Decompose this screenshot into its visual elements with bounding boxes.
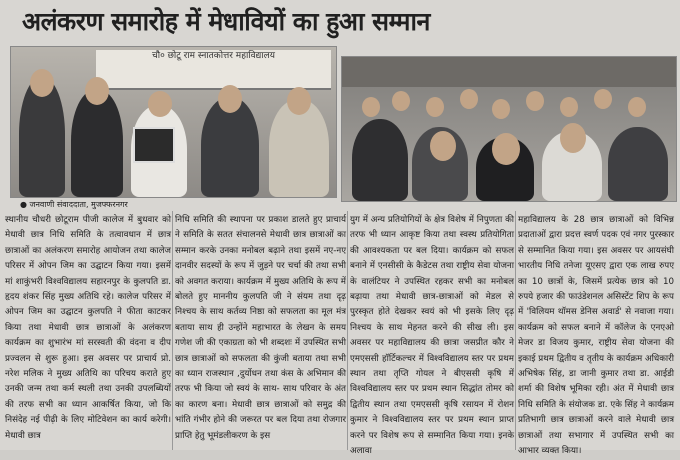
audience-head [628,97,646,117]
article-column-3 [350,213,514,457]
audience-head [594,89,612,109]
hall-background [342,57,676,87]
audience-person [608,127,668,201]
audience-person [352,119,408,201]
column-divider [515,211,516,450]
article-column-4 [518,213,674,457]
article-text: निधि समिति की स्थापना पर प्रकाश डालते हुए प्राचार्य ने समिति के सतत संचालनसे मेधावी छात्र छात्राओं का सम्मान करके उनका मनोबल बढ़ाने तथा इसमें नए-नए दानवीर सदस्यों के रूप में जुड़ने पर चर्चा की तथा सभी को अवगत कराया। कार्यक्रम में मुख्य अतिथि के रूप में बोलते हुए माननीय कुलपति जी ने संयम तथा दृढ़ निश्चय के साथ कर्तव्य निष्ठा को सफलता का मूल मंत्र बताया साथ ही उन्होंने महाभारत के लेखन के समय गणेश जी की एकाग्रता को भी शब्दशः में उपस्थित सभी छात्र छात्राओं को सफलता की कुंजी बताया तथा सभी का ध्यान राजस्थान ,दुर्योधन तथा कंस के अभिमान की तरफ भी किया जो स्वयं के साथ- साथ परिवार के अंत का कारण बना। मेधावी छात्र छात्राओं को समुद्र की भांति गंभीर होने की जरूरत पर बल दिया तथा रोजगार प्राप्ति हेतु भूमंडलीकरण के इस [175,215,346,441]
byline-caption: ● जनवाणी संवाददाता, मुजफ्फरनगर [20,200,128,209]
person-figure [71,89,123,197]
column-divider [172,211,173,450]
headline: अलंकरण समारोह में मेधावियों का हुआ सम्मान [22,7,430,36]
audience-head [492,133,520,165]
article-text: युग में अन्य प्रतियोगियों के क्षेत्र विशेष में निपुणता की तरफ भी ध्यान आकृष्ट किया तथा स्वस्थ प्रतियोगिता की आवश्यकता पर बल दिया। कार्यक्रम को सफल बनाने में एनसीसी के कैडेटस तथा राष्ट्रीय सेवा योजना के वालंटियर ने उपस्थित रहकर सभी का मनोबल बढ़ाया तथा मेधावी छात्र-छात्राओं को मेडल से पुरस्कृत होते देखकर स्वयं को भी इसके लिए दृढ़ निश्चय के साथ मेहनत करने की सीख ली। इस अवसर पर महाविद्यालय की छात्रा जसप्रीत कौर ने एमएससी हॉर्टिकल्चर में विश्वविद्यालय स्तर पर प्रथम स्थान तथा तृप्ति गोयल ने बीएससी कृषि में विश्वविद्यालय स्तर पर प्रथम स्थान सिद्धांत तोमर को द्वितीय स्थान तथा एमएससी कृषि रसायन में रोशन कुमार ने विश्वविद्यालय स्तर पर प्रथम स्थान प्राप्त करने पर विशेष रूप से सम्मानित किया गया। इनके अलावा [350,215,514,457]
article-column-2 [175,213,346,450]
person-head [218,85,242,113]
audience-head [362,97,380,117]
audience-photo [341,56,677,202]
article-column-1 [5,213,171,450]
person-head [148,91,172,117]
person-head [85,77,109,105]
column-divider [347,211,348,450]
article-text: स्थानीय चौधरी छोटूराम पीजी कालेज में बुधवार को मेधावी छात्र निधि समिति के तत्वावधान में छात्र छात्राओं का अलंकरण समारोह आयोजन तथा कालेज परिसर में ओपन जिम का उद्घाटन किया गया। इसमें मां शाकुंभरी विश्वविद्यालय सहारनपुर के कुलपति डा. हृदय शंकर सिंह मुख्य अतिथि रहे। कालेज परिसर में ओपन जिम का उद्घाटन कुलपति ने फीता काटकर किया तथा मेधावी छात्र छात्राओं के अलंकरण कार्यक्रम का शुभारंभ मां सरस्वती की वंदना व दीप प्रज्वलन से शुरू हुआ। इस अवसर पर प्राचार्य प्रो. नरेश मलिक ने मुख्य अतिथि का परिचय कराते हुए उनकी जन्म तथा कर्म स्थली तथा उनकी उपलब्धियों की तरफ सभी का ध्यान आकर्षित किया, जो कि निसंदेह नई पीढ़ी के लिए मोटिवेशन का कार्य करेगी। मेधावी छात्र [5,215,171,441]
audience-head [430,131,456,161]
certificate-frame [133,127,175,163]
stage-banner: चौ० छोटू राम स्नातकोत्तर महाविद्यालय [96,50,331,90]
audience-head [526,91,544,111]
audience-head [460,89,478,109]
person-head [287,87,311,115]
audience-head [426,97,444,117]
audience-head [392,91,410,111]
audience-head [492,99,510,119]
audience-head [560,123,586,153]
article-text: महाविद्यालय के 28 छात्र छात्राओं को विभिन्न प्रदाताओं द्वारा प्रदत्त स्वर्ण पदक एवं नगर पुरस्कार से सम्मानित किया गया। इस अवसर पर आयसंघी भारतीय निधि तनेजा यूएसए द्वारा एक लाख रुपए का 10 छात्रों के, जिसमें प्रत्येक छात्र को 10 रुपये हजार की फाउंडेशनल असिस्टेंट शिप के रूप में 'विलियम थॉमस डेनिस अवार्ड' से नवाजा गया। कार्यक्रम को सफल बनाने में कॉलेज के एनएओ मेजर डा विजय कुमार, राष्ट्रीय सेवा योजना की इकाई प्रथम द्वितीय व तृतीय के कार्यक्रम अधिकारी अभिषेक सिंह, डा जानी कुमार तथा डा. आईडी शर्मा की विशेष भूमिका रही। अंत में मेधावी छात्र निधि समिति के संयोजक डा. एके सिंह ने कार्यक्रम प्रतिभागी छात्र छात्राओं करने वाले मेधावी छात्र छात्राओं तथा सभागार में उपस्थित सभी का आभार व्यक्त किया। [518,215,674,457]
person-head [30,69,54,97]
audience-head [560,97,578,117]
stage-photo [10,46,337,198]
